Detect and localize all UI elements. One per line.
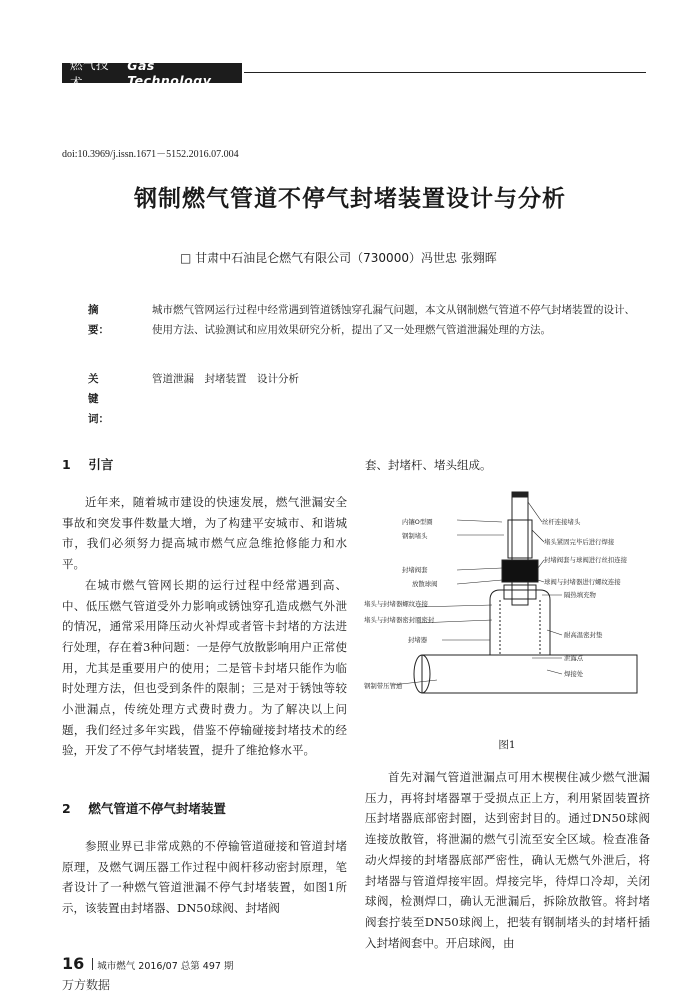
right-paragraph-continued: 套、封堵杆、堵头组成。 <box>365 458 492 472</box>
label-insulation: 隔热填充物 <box>564 591 596 599</box>
label-steel-plug: 钢制堵头 <box>402 532 428 540</box>
label-weld-after-fasten: 堵头紧固完毕后进行焊接 <box>544 538 615 546</box>
right-column-bottom <box>365 767 650 953</box>
intro-paragraph-2: 在城市燃气管网长期的运行过程中经常遇到高、中、低压燃气管道受外力影响或锈蚀穿孔造成燃气外泄的情况，通常采用降压动火补焊或者管卡封堵的方法进行处理，存在着3种问题：一是停气放散影响用户正常使用，尤其是重要用户的使用；二是管卡封堵只能作为临时处理方法，但也受到条件的限制；三是对于锈蚀等较小泄漏点，传统处理方式费时费力。为了解决以上问题，我们经过多年实践，借鉴不停输碰接封堵技术的经验，开发了不停气封堵装置，提升了维抢修水平。 <box>62 577 347 758</box>
label-thread-connection: 堵头与封堵器螺纹连接 <box>364 600 428 608</box>
intro-paragraph-1: 近年来，随着城市建设的快速发展，燃气泄漏安全事故和突发事件数量大增，为了构建平安城市、和谐城市，我们必须努力提高城市燃气应急维抢修能力和水平。 <box>62 495 347 572</box>
label-screw-rod: 丝杆连接堵头 <box>542 518 581 526</box>
label-seal-ring: 堵头与封堵器密封圈密封 <box>364 616 435 624</box>
label-weld-spot: 焊接处 <box>564 670 584 678</box>
steel-plug <box>504 585 536 599</box>
page-number: 16 <box>62 954 85 973</box>
label-valve-sleeve: 封堵阀套 <box>402 566 428 574</box>
section-1-number: 1 <box>62 457 71 472</box>
section-2-heading <box>62 799 226 817</box>
keywords-label: 关 键 词： <box>88 373 109 425</box>
section-header-cn: 燃气技术 <box>70 57 110 90</box>
sealing-device-diagram <box>362 480 652 720</box>
section-2-number: 2 <box>62 801 71 816</box>
doi: doi:10.3969/j.issn.1671－5152.2016.07.004 <box>62 149 239 160</box>
keywords-text: 管道泄漏 封堵装置 设计分析 <box>152 373 299 385</box>
figure-caption: 图1 <box>498 739 516 751</box>
sealing-rod <box>512 495 528 605</box>
label-sleeve-valve-thread: 封堵阀套与球阀进行丝扣连接 <box>544 556 628 564</box>
section-2-title: 燃气管道不停气封堵装置 <box>88 801 226 816</box>
section-2-paragraph-1: 参照业界已非常成熟的不停输管道碰接和管道封堵原理，及燃气调压器工作过程中阀杆移动密封原理，笔者设计了一种燃气管道泄漏不停气封堵装置，如图1所示，该装置由封堵器、DN50球阀、封堵阀 <box>62 839 347 916</box>
label-pressure-pipe: 钢制带压管道 <box>364 682 403 690</box>
author-line: □ 甘肃中石油昆仑燃气有限公司（730000）冯世忠 张翙晖 <box>180 251 497 265</box>
sealer-housing <box>490 590 550 655</box>
page-footer <box>62 954 233 973</box>
abstract-text: 城市燃气管网运行过程中经常遇到管道锈蚀穿孔漏气问题，本文从钢制燃气管道不停气封堵装置的设计、使用方法、试验测试和应用效果研究分析，提出了又一处理燃气管道泄漏处理的方法。 <box>152 304 635 336</box>
footer-divider <box>92 958 93 970</box>
watermark: 万方数据 <box>62 978 111 992</box>
article-title: 钢制燃气管道不停气封堵装置设计与分析 <box>134 186 566 212</box>
right-paragraph-1: 首先对漏气管道泄漏点可用木楔楔住减少燃气泄漏压力，再将封堵器罩于受损点正上方，利用紧固装置挤压封堵器底部密封圈，达到密封目的。通过DN50球阀连接放散管，将泄漏的燃气引流至安全区域。检查准备动火焊接的封堵器底部严密性，确认无燃气外泄后，将封堵器与管道焊接牢固。焊接完毕，待焊口冷却，关闭球阀，检测焊口，确认无泄漏后，拆除放散管。将封堵阀套拧装至DN50球阀上，把装有钢制堵头的封堵杆插入封堵阀套中。开启球阀，由 <box>365 770 650 950</box>
label-o-ring: 内镶O型圈 <box>402 518 433 526</box>
label-leak-point: 泄露点 <box>564 654 584 662</box>
left-column-top <box>62 492 347 761</box>
section-1-heading <box>62 455 113 473</box>
header-rule <box>244 72 646 73</box>
pipe-body <box>422 655 637 693</box>
journal-info: 城市燃气 2016/07 总第 497 期 <box>97 961 234 972</box>
label-sealer: 封堵器 <box>408 636 428 644</box>
section-1-title: 引言 <box>88 457 114 472</box>
left-column-bottom <box>62 836 347 919</box>
label-valve-sealer-thread: 球阀与封堵器进行螺纹连接 <box>544 578 621 586</box>
label-vent-valve: 放散球阀 <box>412 580 438 588</box>
label-heat-gasket: 耐高温密封垫 <box>564 631 603 639</box>
section-header-en: Gas Technology <box>127 58 212 88</box>
ball-valve <box>502 560 538 582</box>
abstract-label: 摘 要： <box>88 304 120 336</box>
section-header-band <box>62 57 242 90</box>
figure-1 <box>362 480 652 720</box>
right-column-top <box>365 455 650 476</box>
